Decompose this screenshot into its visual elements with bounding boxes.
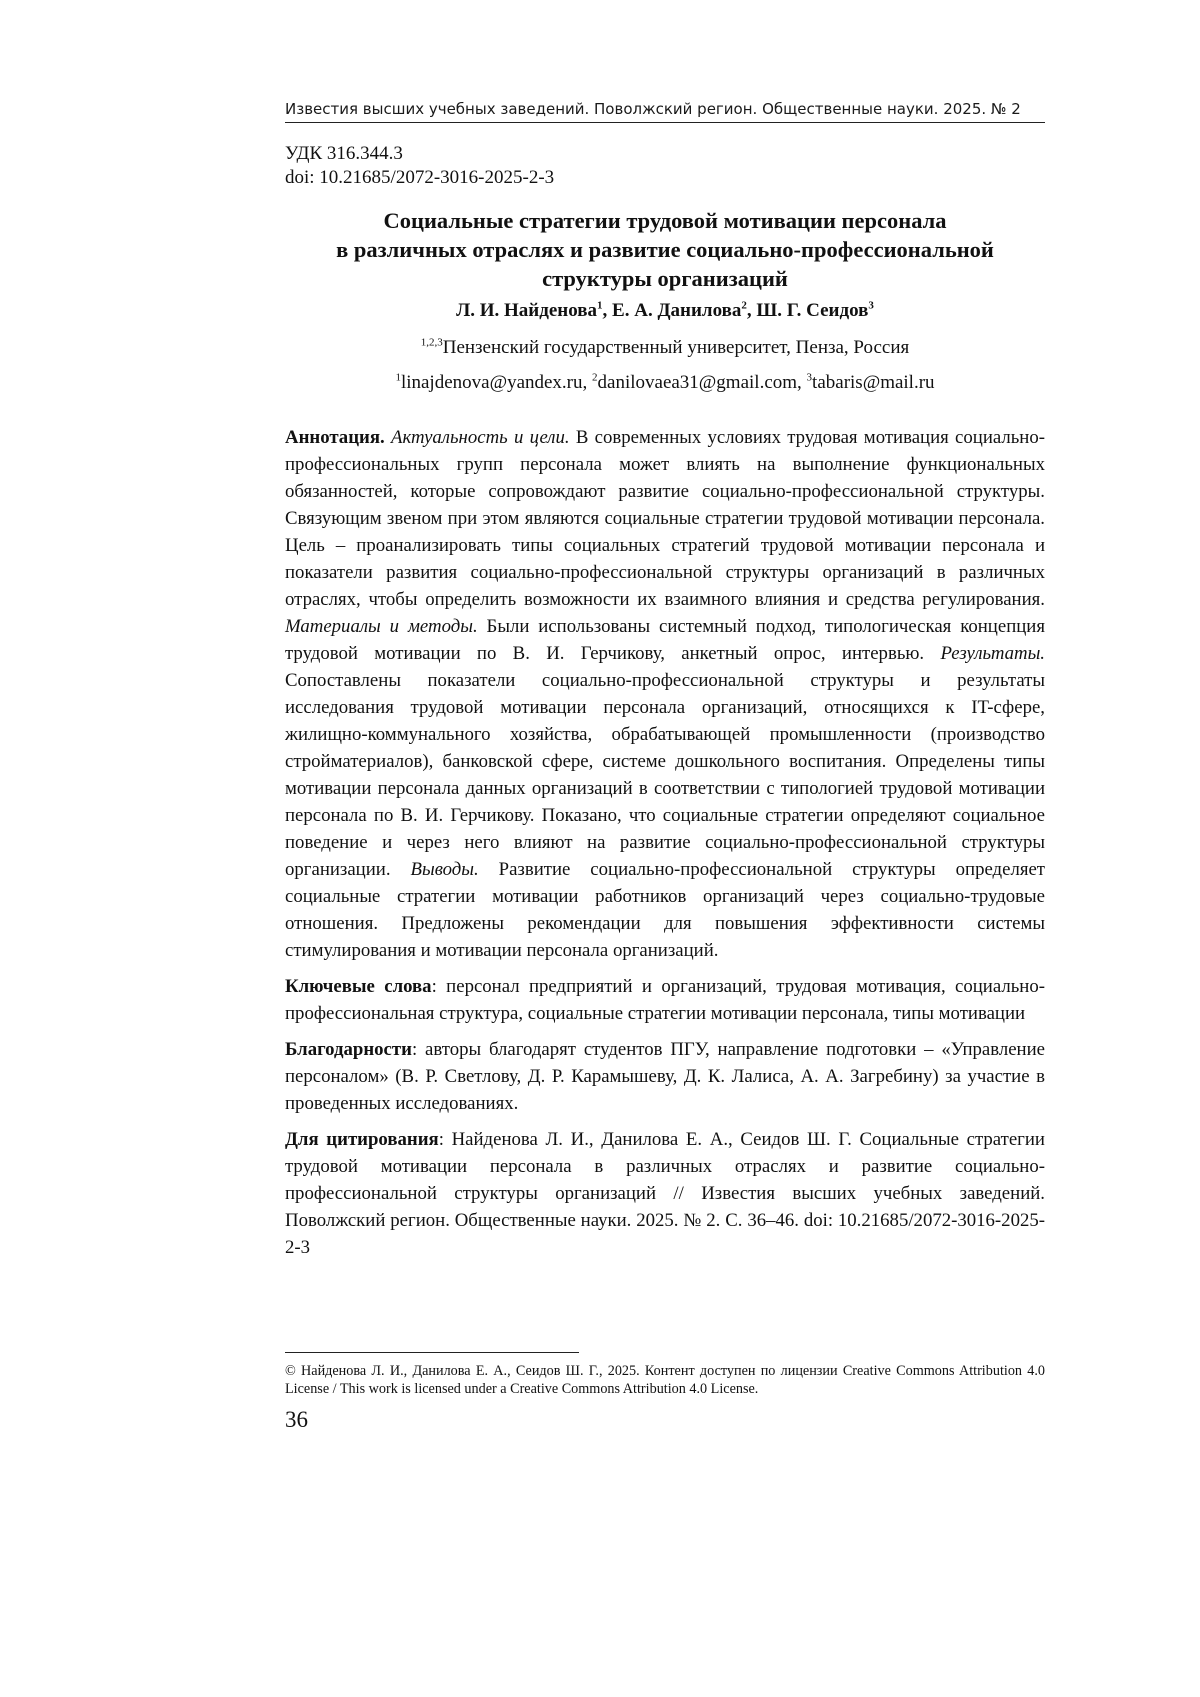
affiliation-mark: 1,2,3 bbox=[420, 336, 443, 349]
author-name: Ш. Г. Сеидов bbox=[756, 300, 869, 321]
page-number: 36 bbox=[285, 1407, 308, 1432]
title-line: структуры организаций bbox=[542, 266, 788, 291]
methods-text: Были использованы системный подход, типологическая концепция трудовой мотивации по В. И. Герчикову, анкетный опрос, интервью. bbox=[285, 616, 1045, 664]
citation-label: Для цитирования bbox=[285, 1129, 439, 1150]
affiliation-text: Пензенский государственный университет, Пенза, Россия bbox=[442, 337, 910, 358]
authors-line bbox=[285, 299, 1045, 323]
keywords-text: : персонал предприятий и организаций, трудовая мотивация, социально-профессиональная структура, социальные стратегии мотивации персонала, типы мотивации bbox=[285, 976, 1045, 1024]
keywords-label: Ключевые слова bbox=[285, 976, 432, 997]
separator: , bbox=[582, 372, 593, 393]
author-name: Л. И. Найденова bbox=[456, 300, 598, 321]
running-head: Известия высших учебных заведений. Поволжский регион. Общественные науки. 2025. № 2 bbox=[285, 100, 1045, 123]
email-mark: 3 bbox=[806, 371, 813, 384]
title-line: в различных отраслях и развитие социально-профессиональной bbox=[336, 237, 994, 262]
email-link[interactable]: danilovaea31@gmail.com bbox=[597, 372, 798, 393]
abstract bbox=[285, 424, 1045, 964]
acknowledgements-text: : авторы благодарят студентов ПГУ, направление подготовки – «Управление персоналом» (В. Р. Светлову, Д. Р. Карамышеву, Д. К. Лалиса, А. А. Загребину) за участие в проведенных исследованиях. bbox=[285, 1039, 1045, 1114]
separator: , bbox=[746, 300, 757, 321]
title-line: Социальные стратегии трудовой мотивации персонала bbox=[383, 208, 947, 233]
relevance-text: В современных условиях трудовая мотивация социально-профессиональных групп персонала может влиять на выполнение функциональных обязанностей, которые сопровождают развитие социально-профессиональной структуры. Связующим звеном при этом являются социальные стратегии трудовой мотивации персонала. Цель – проанализировать типы социальных стратегий трудовой мотивации персонала и показатели развития социально-профессиональной структуры организаций в различных отраслях, чтобы определить возможности их взаимного влияния и средства регулирования. bbox=[285, 427, 1046, 610]
separator: , bbox=[797, 372, 807, 393]
acknowledgements-label: Благодарности bbox=[285, 1039, 412, 1060]
email-mark: 1 bbox=[395, 371, 401, 384]
results-label: Результаты. bbox=[940, 643, 1045, 664]
article-front-matter bbox=[285, 424, 1045, 1270]
author-affil-mark: 2 bbox=[741, 299, 747, 312]
license-footnote: © Найденова Л. И., Данилова Е. А., Сеидов Ш. Г., 2025. Контент доступен по лицензии Creative Commons Attribution 4.0 License / This work is licensed under a Creative Commons Attribution 4.0 License. bbox=[285, 1363, 1045, 1397]
author-affil-mark: 1 bbox=[597, 299, 603, 312]
doi: doi: 10.21685/2072-3016-2025-2-3 bbox=[285, 167, 555, 188]
relevance-label: Актуальность и цели. bbox=[390, 427, 570, 448]
email-link[interactable]: tabaris@mail.ru bbox=[812, 372, 935, 393]
article-title bbox=[285, 206, 1045, 293]
udc-code: УДК 316.344.3 bbox=[285, 143, 403, 164]
author-affil-mark: 3 bbox=[868, 299, 874, 312]
article-meta bbox=[285, 142, 554, 190]
conclusions-label: Выводы. bbox=[410, 859, 479, 880]
conclusions-text: Развитие социально-профессиональной структуры определяет социальные стратегии мотивации работников организаций через социально-трудовые отношения. Предложены рекомендации для повышения эффективности системы стимулирования и мотивации персонала организаций. bbox=[285, 859, 1045, 961]
author-name: Е. А. Данилова bbox=[612, 300, 742, 321]
keywords bbox=[285, 973, 1045, 1027]
citation-text: : Найденова Л. И., Данилова Е. А., Сеидов Ш. Г. Социальные стратегии трудовой мотивации персонала в различных отраслях и развитие социально-профессиональной структуры организаций // Известия высших учебных заведений. Поволжский регион. Общественные науки. 2025. № 2. С. 36–46. doi: 10.21685/2072-3016-2025-2-3 bbox=[285, 1129, 1045, 1258]
author-emails bbox=[285, 371, 1045, 395]
affiliation bbox=[285, 336, 1045, 360]
email-link[interactable]: linajdenova@yandex.ru bbox=[400, 372, 583, 393]
separator: , bbox=[602, 300, 613, 321]
citation bbox=[285, 1126, 1045, 1261]
email-mark: 2 bbox=[592, 371, 598, 384]
acknowledgements bbox=[285, 1036, 1045, 1117]
footnote-divider bbox=[285, 1352, 579, 1353]
abstract-label: Аннотация. bbox=[285, 427, 385, 448]
results-text: Сопоставлены показатели социально-профессиональной структуры и результаты исследования трудовой мотивации персонала организаций, относящихся к IT-сфере, жилищно-коммунального хозяйства, обрабатывающей промышленности (производство стройматериалов), банковской сфере, системе дошкольного воспитания. Определены типы мотивации персонала данных организаций в соответствии с типологией трудовой мотивации персонала по В. И. Герчикову. Показано, что социальные стратегии определяют социальное поведение и через него влияют на развитие социально-профессиональной структуры организации. bbox=[285, 670, 1045, 880]
methods-label: Материалы и методы. bbox=[285, 616, 478, 637]
